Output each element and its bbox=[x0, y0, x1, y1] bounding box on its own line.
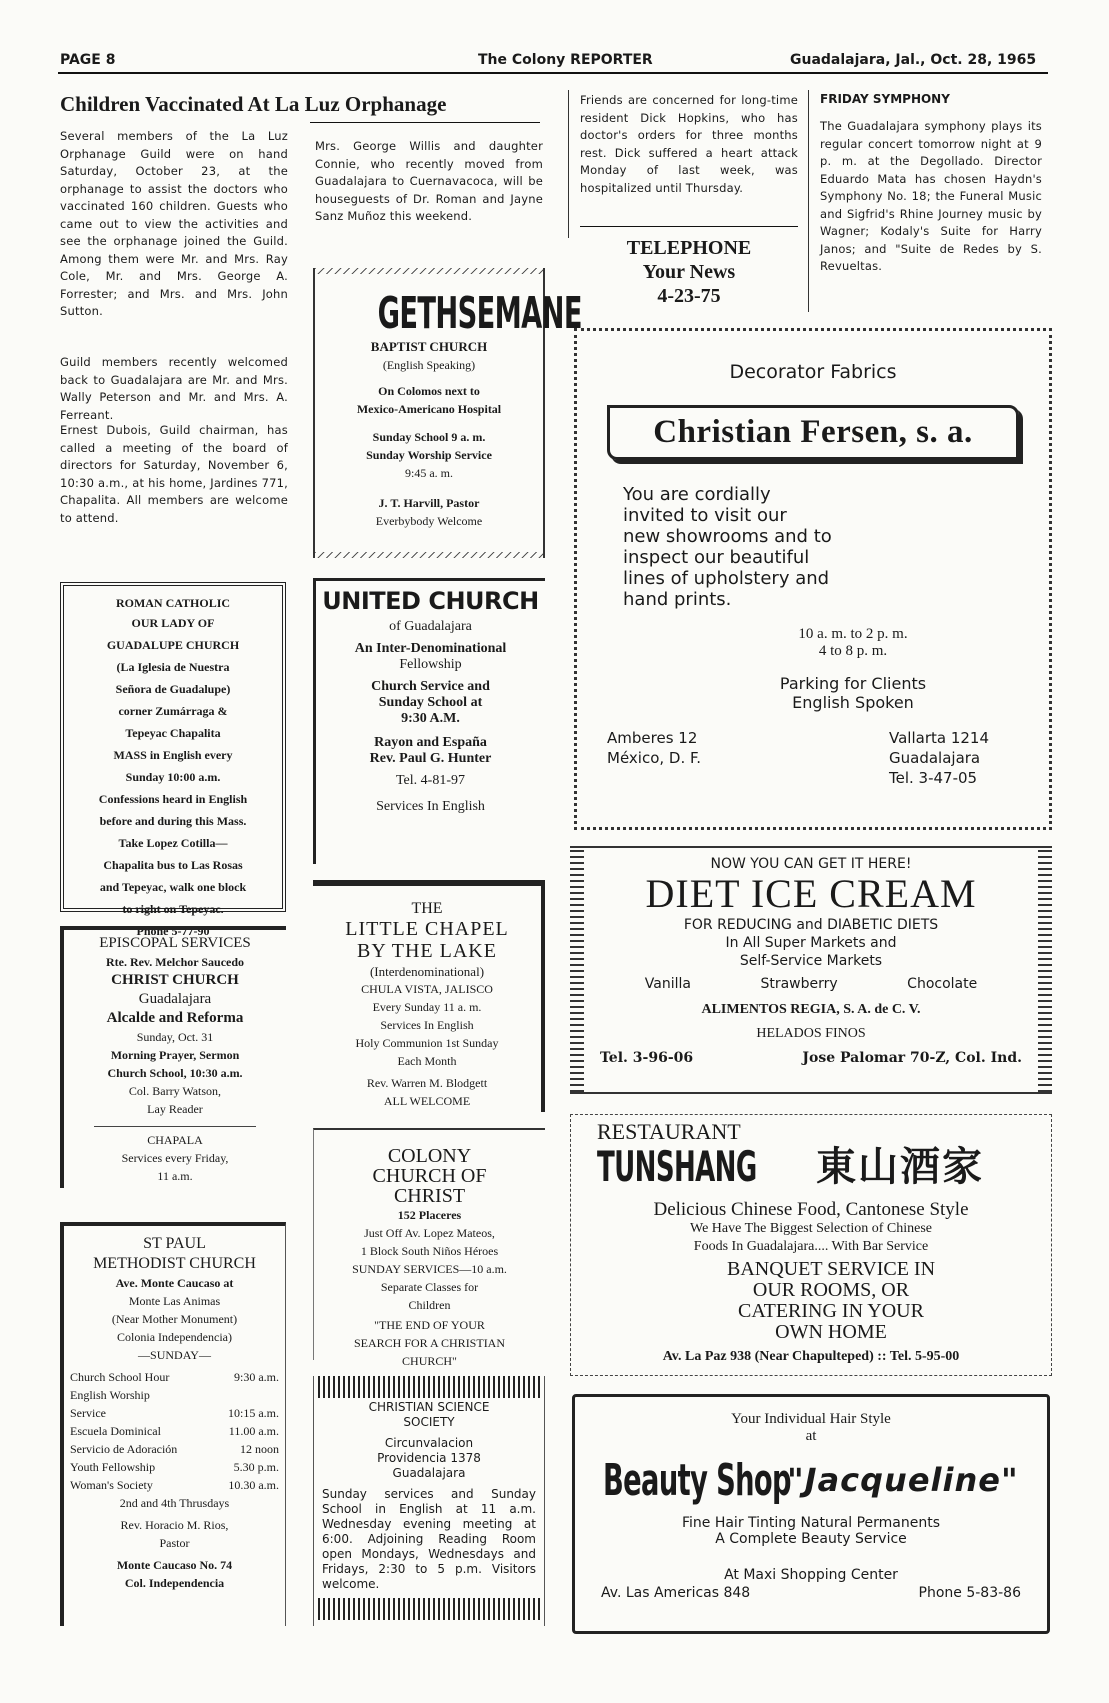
gethsemane-line: Sunday School 9 a. m. bbox=[372, 430, 486, 444]
headline-vaccinated: Children Vaccinated At La Luz Orphanage bbox=[60, 92, 447, 116]
little-chapel-line: LITTLE CHAPEL bbox=[345, 918, 509, 940]
united-church-line: Rayon and España bbox=[374, 735, 487, 750]
beauty-footer bbox=[601, 1585, 1021, 1601]
ice-cream-kicker: NOW YOU CAN GET IT HERE! bbox=[710, 856, 912, 872]
decorator-name-frame bbox=[607, 405, 1019, 460]
gethsemane-line: 9:45 a. m. bbox=[405, 466, 453, 480]
restaurant-banquet-line: OWN HOME bbox=[775, 1321, 887, 1343]
st-paul-addr: Monte Las Animas bbox=[128, 1294, 221, 1308]
united-church-line: An Inter-Denominational bbox=[354, 641, 507, 656]
colony-church-ad bbox=[313, 1128, 545, 1368]
column-rule bbox=[808, 90, 809, 312]
ice-cream-line: In All Super Markets and bbox=[725, 935, 897, 951]
episcopal-line: Alcalde and Reforma bbox=[106, 1010, 244, 1026]
episcopal-line: Rte. Rev. Melchor Saucedo bbox=[105, 955, 245, 969]
colony-church-line: 152 Placeres bbox=[397, 1208, 462, 1222]
roman-catholic-line: ROMAN CATHOLIC bbox=[115, 596, 231, 610]
colony-church-line: CHURCH" bbox=[402, 1354, 457, 1368]
united-church-line: Church Service and bbox=[371, 679, 490, 694]
christian-science-line: SOCIETY bbox=[403, 1415, 455, 1429]
united-church-line: Rev. Paul G. Hunter bbox=[369, 751, 492, 766]
christian-science-line: CHRISTIAN SCIENCE bbox=[368, 1400, 490, 1414]
gethsemane-ad bbox=[313, 268, 582, 558]
ice-cream-brand: HELADOS FINOS bbox=[756, 1026, 866, 1041]
ice-cream-title: DIET ICE CREAM bbox=[645, 871, 977, 916]
st-paul-footer: Rev. Horacio M. Rios, bbox=[120, 1518, 229, 1532]
telephone-line: Your News bbox=[642, 261, 736, 283]
little-chapel-line: (Interdenominational) bbox=[369, 964, 485, 979]
schedule-row: Servicio de Adoración 12 noon bbox=[70, 1442, 279, 1456]
st-paul-footer: Monte Caucaso No. 74 bbox=[116, 1558, 233, 1572]
episcopal-line: Col. Barry Watson, bbox=[128, 1084, 222, 1098]
restaurant-ad bbox=[570, 1114, 1052, 1376]
decorator-body-line: invited to visit our bbox=[623, 505, 787, 526]
little-chapel-line: CHULA VISTA, JALISCO bbox=[361, 982, 493, 996]
decorator-hours: 10 a. m. to 2 p. m. bbox=[798, 626, 908, 642]
restaurant-chinese-name: 東山酒家 bbox=[816, 1144, 984, 1189]
little-chapel-line: Every Sunday 11 a. m. bbox=[372, 1000, 482, 1014]
roman-catholic-ad bbox=[60, 582, 286, 938]
episcopal-line: 11 a.m. bbox=[157, 1169, 193, 1183]
beauty-line: At Maxi Shopping Center bbox=[724, 1567, 898, 1583]
ice-cream-line: FOR REDUCING and DIABETIC DIETS bbox=[683, 917, 939, 933]
colony-church-line: COLONY bbox=[387, 1145, 472, 1167]
episcopal-ad bbox=[60, 926, 286, 1188]
decorator-body-line: lines of upholstery and bbox=[623, 568, 830, 589]
colony-church-line: 1 Block South Niños Héroes bbox=[360, 1244, 499, 1258]
st-paul-footer: 2nd and 4th Thrusdays bbox=[119, 1496, 230, 1510]
united-church-line: Fellowship bbox=[399, 657, 462, 672]
gethsemane-line: Everbybody Welcome bbox=[375, 514, 483, 528]
page-number: PAGE 8 bbox=[60, 52, 116, 68]
header-rule bbox=[58, 72, 1048, 74]
st-paul-title: METHODIST CHURCH bbox=[93, 1255, 256, 1272]
colony-church-line: SUNDAY SERVICES—10 a.m. bbox=[352, 1262, 507, 1276]
decorator-addresses bbox=[607, 728, 989, 788]
episcopal-line: Guadalajara bbox=[138, 991, 212, 1007]
beauty-line: Your Individual Hair Style bbox=[731, 1411, 891, 1427]
schedule-row: Escuela Dominical 11.00 a.m. bbox=[70, 1424, 279, 1438]
st-paul-addr: (Near Mother Monument) bbox=[111, 1312, 238, 1326]
episcopal-line: CHAPALA bbox=[147, 1133, 203, 1147]
little-chapel-line: Holy Communion 1st Sunday bbox=[355, 1036, 499, 1050]
little-chapel-line: THE bbox=[411, 900, 443, 917]
decorator-addr-left: Amberes 12 México, D. F. bbox=[607, 729, 701, 767]
gethsemane-line: (English Speaking) bbox=[382, 358, 476, 372]
decorator-body-line: hand prints. bbox=[623, 589, 732, 610]
colony-church-line: CHRIST bbox=[393, 1185, 466, 1207]
little-chapel-line: Rev. Warren M. Blodgett bbox=[366, 1076, 488, 1090]
flavor: Strawberry bbox=[760, 976, 838, 992]
flavor: Chocolate bbox=[907, 976, 978, 992]
colony-church-line: "THE END OF YOUR bbox=[374, 1318, 485, 1332]
st-paul-footer: Col. Independencia bbox=[124, 1576, 225, 1590]
beauty-line: A Complete Beauty Service bbox=[715, 1531, 907, 1547]
beauty-line: Fine Hair Tinting Natural Permanents bbox=[681, 1515, 941, 1531]
beauty-name-2: "Jacqueline" bbox=[787, 1461, 1019, 1499]
colony-church-line: Children bbox=[408, 1298, 451, 1312]
newspaper-name: The Colony REPORTER bbox=[478, 52, 653, 68]
friday-symphony-title: FRIDAY SYMPHONY bbox=[820, 92, 950, 106]
episcopal-line: Church School, 10:30 a.m. bbox=[107, 1066, 243, 1080]
decorator-body-line: inspect our beautiful bbox=[623, 547, 810, 568]
beauty-name-1: Beauty Shop bbox=[603, 1455, 791, 1506]
christian-science-line: Guadalajara bbox=[392, 1466, 466, 1480]
beauty-name bbox=[575, 1451, 1047, 1505]
gethsemane-line: BAPTIST CHURCH bbox=[370, 339, 488, 354]
episcopal-line: Lay Reader bbox=[147, 1102, 203, 1116]
telephone-number: 4-23-75 bbox=[657, 285, 721, 307]
restaurant-banquet-line: OUR ROOMS, OR bbox=[752, 1279, 910, 1301]
restaurant-line: Foods In Guadalajara.... With Bar Service bbox=[693, 1239, 929, 1254]
decorator-addr-right: Vallarta 1214 Guadalajara Tel. 3-47-05 bbox=[889, 729, 989, 787]
ice-cream-line: Self-Service Markets bbox=[739, 953, 883, 969]
restaurant-banquet bbox=[611, 1259, 1051, 1343]
column-rule bbox=[568, 90, 569, 238]
gethsemane-line: J. T. Harvill, Pastor bbox=[378, 496, 480, 510]
united-church-line: Sunday School at bbox=[378, 695, 483, 710]
schedule-row: Youth Fellowship 5.30 p.m. bbox=[70, 1460, 279, 1474]
colony-church-line: Just Off Av. Lopez Mateos, bbox=[364, 1226, 495, 1240]
united-church-title: UNITED CHURCH bbox=[322, 587, 539, 615]
gethsemane-line: Sunday Worship Service bbox=[366, 448, 492, 462]
united-church-line: Services In English bbox=[376, 799, 485, 814]
restaurant-banquet-line: BANQUET SERVICE IN bbox=[726, 1258, 936, 1280]
episcopal-line: CHRIST CHURCH bbox=[111, 972, 239, 988]
article-willis: Mrs. George Willis and daughter Connie, who recently moved from Guadalajara to Cuernavacoca, will be houseguests of Dr. Roman and Jayne Sanz Muñoz this weekend. bbox=[315, 139, 543, 223]
st-paul-schedule bbox=[70, 1368, 279, 1494]
roman-catholic-line: MASS in English every bbox=[113, 748, 233, 762]
roman-catholic-line: Take Lopez Cotilla— bbox=[118, 836, 228, 850]
ice-cream-tel: Tel. 3-96-06 bbox=[600, 1050, 694, 1066]
article-vaccinated-p1: Several members of the La Luz Orphanage Guild were on hand Saturday, October 23, at the orphanage to assist the doctors who vaccinated 160 children. Guests who came out to view the activities and see the orphanage joined the Guild. Among them were Mr. and Mrs. Ray Cole, Mr. and Mrs. George A. Forrester; and Mrs. and Mrs. John Sutton. bbox=[60, 129, 288, 318]
schedule-row: Service 10:15 a.m. bbox=[70, 1406, 279, 1420]
decorator-body bbox=[623, 484, 1049, 610]
article-vaccinated-p3: Ernest Dubois, Guild chairman, has called a meeting of the board of directors for Saturday, November 6, 10:30 a.m., at his home, Jardines 771, Chapalita. All members are welcome to attend. bbox=[60, 423, 288, 525]
decorator-english: English Spoken bbox=[792, 693, 914, 712]
ice-cream-addr: Jose Palomar 70-Z, Col. Ind. bbox=[802, 1050, 1022, 1066]
united-church-line: 9:30 A.M. bbox=[401, 711, 460, 726]
roman-catholic-line: Señora de Guadalupe) bbox=[115, 682, 231, 696]
little-chapel-line: Each Month bbox=[397, 1054, 457, 1068]
decorator-hours: 4 to 8 p. m. bbox=[818, 643, 888, 659]
roman-catholic-line: to right on Tepeyac. bbox=[122, 902, 224, 916]
gethsemane-line: On Colomos next to bbox=[378, 384, 480, 398]
diet-ice-cream-ad bbox=[570, 846, 1052, 1094]
decorator-body-line: new showrooms and to bbox=[623, 526, 832, 547]
episcopal-line: Services every Friday, bbox=[121, 1151, 229, 1165]
restaurant-name: TUNSHANG bbox=[597, 1142, 757, 1191]
decorator-fabrics-ad bbox=[574, 328, 1052, 830]
headline-rule bbox=[310, 122, 540, 123]
flavor: Vanilla bbox=[644, 976, 691, 992]
schedule-row: Church School Hour 9:30 a.m. bbox=[70, 1370, 279, 1384]
roman-catholic-line: and Tepeyac, walk one block bbox=[99, 880, 247, 894]
colony-church-line: CHURCH OF bbox=[372, 1165, 487, 1187]
little-chapel-line: Services In English bbox=[380, 1018, 474, 1032]
gethsemane-line: Mexico-Americano Hospital bbox=[356, 402, 502, 416]
roman-catholic-line: (La Iglesia de Nuestra bbox=[116, 660, 230, 674]
beauty-line: at bbox=[805, 1428, 817, 1444]
episcopal-line: EPISCOPAL SERVICES bbox=[99, 935, 251, 951]
roman-catholic-line: Phone 5-77-90 bbox=[136, 924, 210, 938]
christian-science-line: Providencia 1378 bbox=[377, 1451, 481, 1465]
roman-catholic-line: corner Zumárraga & bbox=[118, 704, 228, 718]
st-paul-title: ST PAUL bbox=[143, 1235, 206, 1252]
separator-rule bbox=[580, 226, 798, 227]
ice-cream-company: ALIMENTOS REGIA, S. A. de C. V. bbox=[701, 1002, 921, 1017]
colony-church-line: SEARCH FOR A CHRISTIAN bbox=[353, 1336, 506, 1350]
st-paul-addr: Colonia Independencia) bbox=[117, 1330, 232, 1344]
christian-science-ad bbox=[313, 1376, 545, 1626]
st-paul-addr: —SUNDAY— bbox=[138, 1348, 211, 1362]
schedule-row: English Worship bbox=[70, 1388, 150, 1402]
decorator-parking: Parking for Clients bbox=[779, 674, 927, 693]
decorator-body-line: You are cordially bbox=[623, 484, 771, 505]
christian-science-line: Sunday services and Sunday School in English at 11 a.m. Wednesday evening meeting at 6:00. Adjoining Reading Room open Mondays, Wednesdays and Fridays, 2:30 to 5 p.m. Visitors welcome. bbox=[322, 1487, 536, 1591]
beauty-shop-ad bbox=[572, 1394, 1050, 1634]
restaurant-kicker: RESTAURANT bbox=[597, 1119, 741, 1144]
roman-catholic-line: before and during this Mass. bbox=[99, 814, 247, 828]
st-paul-footer: Pastor bbox=[159, 1536, 190, 1550]
article-vaccinated-p2: Guild members recently welcomed back to Guadalajara are Mr. and Mrs. Wally Peterson and Mr. and Mrs. A. Ferreant. bbox=[60, 355, 288, 422]
article-hopkins: Friends are concerned for long-time resident Dick Hopkins, who has doctor's orders for three months rest. Dick suffered a heart attack Monday of last week, was hospitalized until Thursday. bbox=[580, 93, 798, 195]
united-church-line: Tel. 4-81-97 bbox=[395, 773, 465, 788]
beauty-phone: Phone 5-83-86 bbox=[918, 1585, 1021, 1601]
roman-catholic-line: Tepeyac Chapalita bbox=[125, 726, 221, 740]
restaurant-line: We Have The Biggest Selection of Chinese bbox=[690, 1221, 932, 1236]
little-chapel-line: BY THE LAKE bbox=[357, 940, 497, 962]
schedule-row: Woman's Society 10.30 a.m. bbox=[70, 1478, 279, 1492]
episcopal-line: Morning Prayer, Sermon bbox=[110, 1048, 240, 1062]
little-chapel-line: ALL WELCOME bbox=[383, 1094, 471, 1108]
restaurant-banquet-line: CATERING IN YOUR bbox=[738, 1300, 924, 1322]
beauty-addr: Av. Las Americas 848 bbox=[601, 1585, 751, 1601]
st-paul-ad bbox=[60, 1222, 286, 1626]
decorator-name: Christian Fersen, s. a. bbox=[653, 414, 973, 450]
roman-catholic-line: Chapalita bus to Las Rosas bbox=[103, 858, 243, 872]
restaurant-footer: Av. La Paz 938 (Near Chapulteped) :: Tel. 5-95-00 bbox=[662, 1349, 960, 1364]
roman-catholic-line: Sunday 10:00 a.m. bbox=[125, 770, 221, 784]
little-chapel-ad bbox=[313, 880, 545, 1112]
united-church-line: of Guadalajara bbox=[389, 619, 472, 634]
st-paul-addr: Ave. Monte Caucaso at bbox=[115, 1276, 234, 1290]
telephone-line: TELEPHONE bbox=[626, 237, 752, 259]
roman-catholic-line: OUR LADY OF bbox=[131, 616, 215, 630]
gethsemane-title: GETHSEMANE bbox=[377, 288, 582, 339]
dateline: Guadalajara, Jal., Oct. 28, 1965 bbox=[790, 52, 1037, 68]
christian-science-line: Circunvalacion bbox=[384, 1436, 474, 1450]
roman-catholic-line: GUADALUPE CHURCH bbox=[106, 638, 240, 652]
friday-symphony-text: The Guadalajara symphony plays its regular concert tomorrow night at 9 p. m. at the Degollado. Director Eduardo Mata has chosen Haydn's Symphony No. 18; the Funeral Music and Sigfrid's Rhine Journey music by Wagner; Kodaly's Suite for Harry Janos; and "Suite de Redes by S. Revueltas. bbox=[820, 119, 1042, 273]
ice-cream-footer bbox=[600, 1050, 1022, 1066]
ice-cream-flavors bbox=[610, 976, 1012, 992]
decorator-kicker: Decorator Fabrics bbox=[729, 361, 897, 383]
roman-catholic-line: Confessions heard in English bbox=[98, 792, 248, 806]
episcopal-line: Sunday, Oct. 31 bbox=[136, 1030, 214, 1044]
united-church-ad bbox=[313, 578, 545, 864]
restaurant-line: Delicious Chinese Food, Cantonese Style bbox=[653, 1199, 969, 1220]
colony-church-line: Separate Classes for bbox=[380, 1280, 479, 1294]
